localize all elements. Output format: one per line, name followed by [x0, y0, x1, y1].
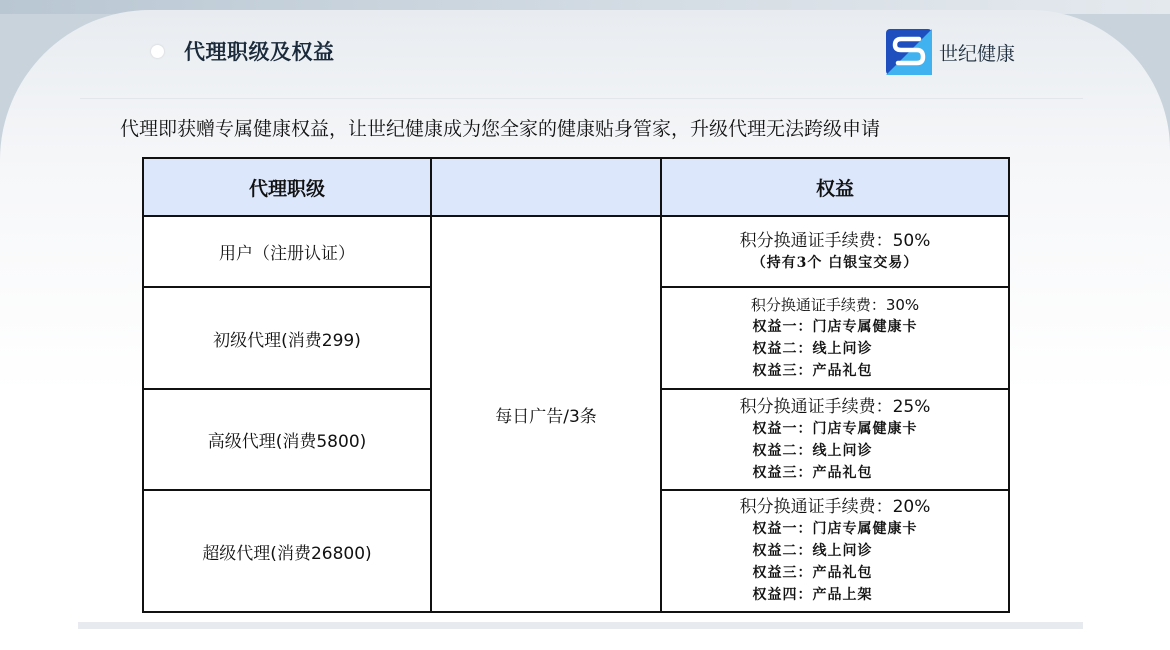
benefit-detail: 权益一：门店专属健康卡	[752, 319, 918, 335]
intro-text: 代理即获赠专属健康权益，让世纪健康成为您全家的健康贴身管家，升级代理无法跨级申请	[120, 118, 881, 140]
header-benefits: 权益	[661, 158, 1009, 216]
page-title: 代理职级及权益	[184, 40, 335, 64]
fee-text: 积分换通证手续费：30%	[750, 296, 920, 314]
benefit-cell	[661, 216, 1009, 287]
benefit-detail: 权益四：产品上架	[752, 587, 873, 603]
benefit-detail: 权益二：线上问诊	[752, 341, 873, 357]
benefit-list	[753, 418, 918, 484]
benefit-detail: 权益三：产品礼包	[752, 464, 873, 481]
table-header-row	[143, 158, 1009, 216]
level-cell: 初级代理(消费299)	[143, 287, 431, 389]
fee-text: 积分换通证手续费：25%	[739, 396, 931, 417]
level-cell: 超级代理(消费26800)	[143, 490, 431, 612]
brand-name: 世纪健康	[939, 42, 1016, 65]
benefit-detail: （持有3个 白银宝交易）	[751, 254, 919, 271]
level-cell: 高级代理(消费5800)	[143, 389, 431, 490]
fee-text: 积分换通证手续费：50%	[739, 230, 931, 251]
table-row	[143, 216, 1009, 287]
header-divider	[80, 98, 1083, 99]
rank-table	[142, 157, 1010, 613]
bullet-dot	[151, 45, 164, 58]
brand-logo-icon	[886, 29, 932, 75]
bottom-strip	[78, 622, 1083, 629]
fee-text: 积分换通证手续费：20%	[739, 497, 931, 517]
benefit-list	[753, 316, 918, 382]
level-cell: 用户（注册认证）	[143, 216, 431, 287]
benefit-list	[753, 518, 918, 606]
brand-logo	[886, 29, 1015, 75]
benefit-detail: 权益二：线上问诊	[752, 442, 873, 459]
benefit-cell	[661, 287, 1009, 389]
ads-cell: 每日广告/3条	[431, 216, 661, 612]
header-ads	[431, 158, 661, 216]
benefit-detail: 权益一：门店专属健康卡	[752, 521, 918, 537]
benefit-detail: 权益三：产品礼包	[752, 363, 873, 379]
header-level: 代理职级	[143, 158, 431, 216]
benefit-detail: 权益二：线上问诊	[752, 543, 873, 559]
benefit-detail: 权益三：产品礼包	[752, 565, 873, 581]
benefit-cell	[661, 389, 1009, 490]
benefit-cell	[661, 490, 1009, 612]
benefit-detail: 权益一：门店专属健康卡	[752, 420, 918, 437]
